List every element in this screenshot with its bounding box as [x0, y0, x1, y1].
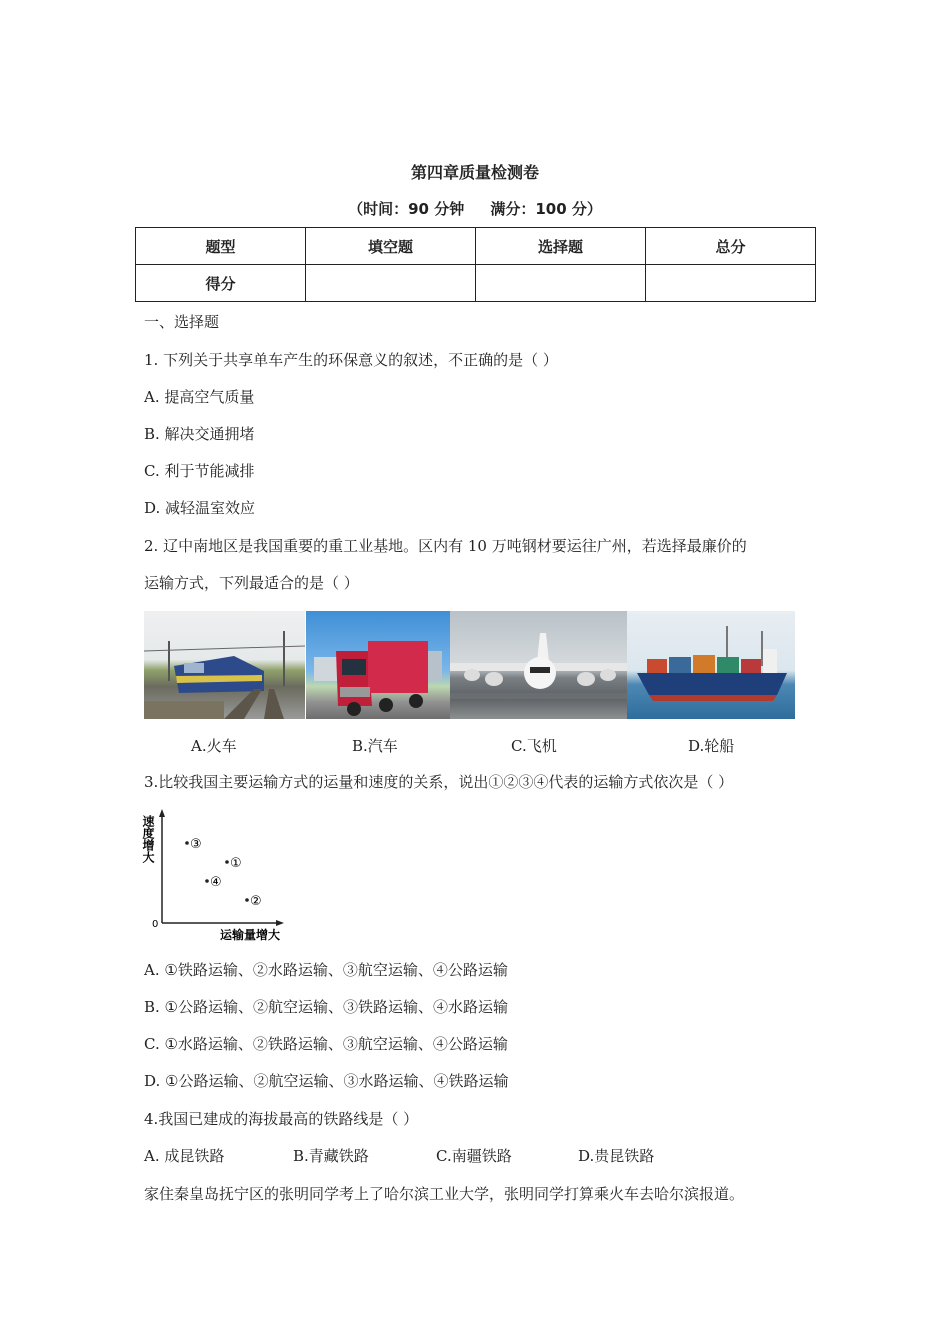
y-axis-label: 速度增大	[141, 815, 155, 863]
table-header-cell: 选择题	[476, 228, 646, 265]
question-3-stem: 3.比较我国主要运输方式的运量和速度的关系，说出①②③④代表的运输方式依次是（ ）	[144, 773, 734, 791]
q3-option-c: C. ①水路运输、②铁路运输、③航空运输、④公路运输	[144, 1035, 508, 1053]
origin-label: 0	[152, 919, 159, 930]
graph-point	[205, 879, 209, 883]
q1-option-c: C. 利于节能减排	[144, 462, 255, 480]
train-photo	[144, 611, 305, 719]
table-row-label: 得分	[136, 265, 306, 302]
score-cell-fill-blank[interactable]	[306, 265, 476, 302]
question-2-stem-line2: 运输方式，下列最适合的是（ ）	[144, 574, 359, 592]
caption-airplane: C.飞机	[511, 737, 557, 755]
table-header-cell: 总分	[646, 228, 816, 265]
caption-ship: D.轮船	[688, 737, 735, 755]
q1-option-a: A. 提高空气质量	[144, 388, 255, 406]
q3-option-b: B. ①公路运输、②航空运输、③铁路运输、④水路运输	[144, 998, 509, 1016]
volume-speed-graph	[140, 805, 300, 945]
q4-option-b: B.青藏铁路	[293, 1147, 369, 1165]
question-4-stem: 4.我国已建成的海拔最高的铁路线是（ ）	[144, 1110, 419, 1128]
graph-point-label: ④	[210, 875, 222, 890]
graph-point	[185, 841, 189, 845]
y-axis-arrow	[159, 809, 165, 817]
section-heading: 一、选择题	[144, 313, 220, 331]
q1-option-b: B. 解决交通拥堵	[144, 425, 255, 443]
airplane-photo	[450, 611, 627, 719]
q4-option-a: A. 成昆铁路	[144, 1147, 225, 1165]
reading-passage: 家住秦皇岛抚宁区的张明同学考上了哈尔滨工业大学，张明同学打算乘火车去哈尔滨报道。	[144, 1185, 745, 1203]
q3-option-d: D. ①公路运输、②航空运输、③水路运输、④铁路运输	[144, 1072, 509, 1090]
score-cell-total[interactable]	[646, 265, 816, 302]
score-cell-choice[interactable]	[476, 265, 646, 302]
q1-option-d: D. 减轻温室效应	[144, 499, 256, 517]
graph-point	[245, 898, 249, 902]
x-axis-label: 运输量增大	[220, 928, 281, 942]
exam-info: （时间：90 分钟 满分：100 分）	[348, 200, 602, 218]
q4-option-d: D.贵昆铁路	[578, 1147, 655, 1165]
table-header-cell: 题型	[136, 228, 306, 265]
table-header-cell: 填空题	[306, 228, 476, 265]
question-2-stem-line1: 2. 辽中南地区是我国重要的重工业基地。区内有 10 万吨钢材要运往广州，若选择最廉价的	[144, 537, 747, 555]
cargo-ship-photo	[627, 611, 795, 719]
truck-photo	[306, 611, 450, 719]
table-row	[136, 228, 816, 265]
question-1-stem: 1. 下列关于共享单车产生的环保意义的叙述，不正确的是（ ）	[144, 351, 558, 369]
graph-point	[225, 860, 229, 864]
table-row	[136, 265, 816, 302]
q3-option-a: A. ①铁路运输、②水路运输、③航空运输、④公路运输	[144, 961, 508, 979]
q4-option-c: C.南疆铁路	[436, 1147, 512, 1165]
graph-point-label: ②	[250, 894, 262, 909]
x-axis-arrow	[276, 920, 284, 926]
graph-point-label: ③	[190, 837, 202, 852]
caption-truck: B.汽车	[352, 737, 398, 755]
graph-point-label: ①	[230, 856, 242, 871]
caption-train: A.火车	[191, 737, 237, 755]
page-title: 第四章质量检测卷	[410, 163, 539, 182]
score-table	[135, 227, 816, 302]
